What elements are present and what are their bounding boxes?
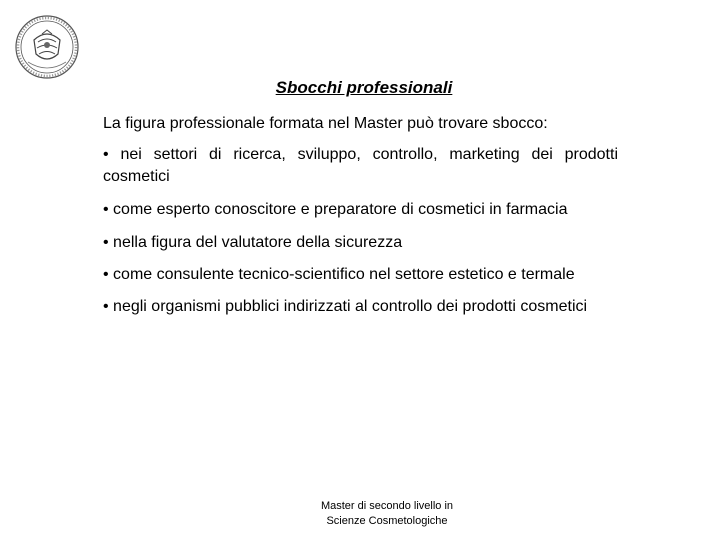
university-seal-icon	[14, 14, 80, 80]
list-item: • nei settori di ricerca, sviluppo, controllo, marketing dei prodotti cosmetici	[103, 146, 618, 185]
career-list	[103, 144, 618, 318]
footer-line-2: Scienze Cosmetologiche	[326, 515, 448, 527]
slide-title: Sbocchi professionali	[275, 78, 453, 97]
intro-text: La figura professionale formata nel Master può trovare sbocco:	[103, 115, 548, 132]
footer-line-1: Master di secondo livello in	[320, 500, 454, 512]
list-item: • come consulente tecnico-scientifico nel settore estetico e termale	[103, 266, 575, 283]
slide-footer	[287, 499, 487, 529]
list-item: • nella figura del valutatore della sicurezza	[103, 234, 403, 251]
list-item: • negli organismi pubblici indirizzati al controllo dei prodotti cosmetici	[103, 298, 588, 315]
slide-body	[103, 113, 618, 318]
list-item: • come esperto conoscitore e preparatore di cosmetici in farmacia	[103, 201, 568, 218]
